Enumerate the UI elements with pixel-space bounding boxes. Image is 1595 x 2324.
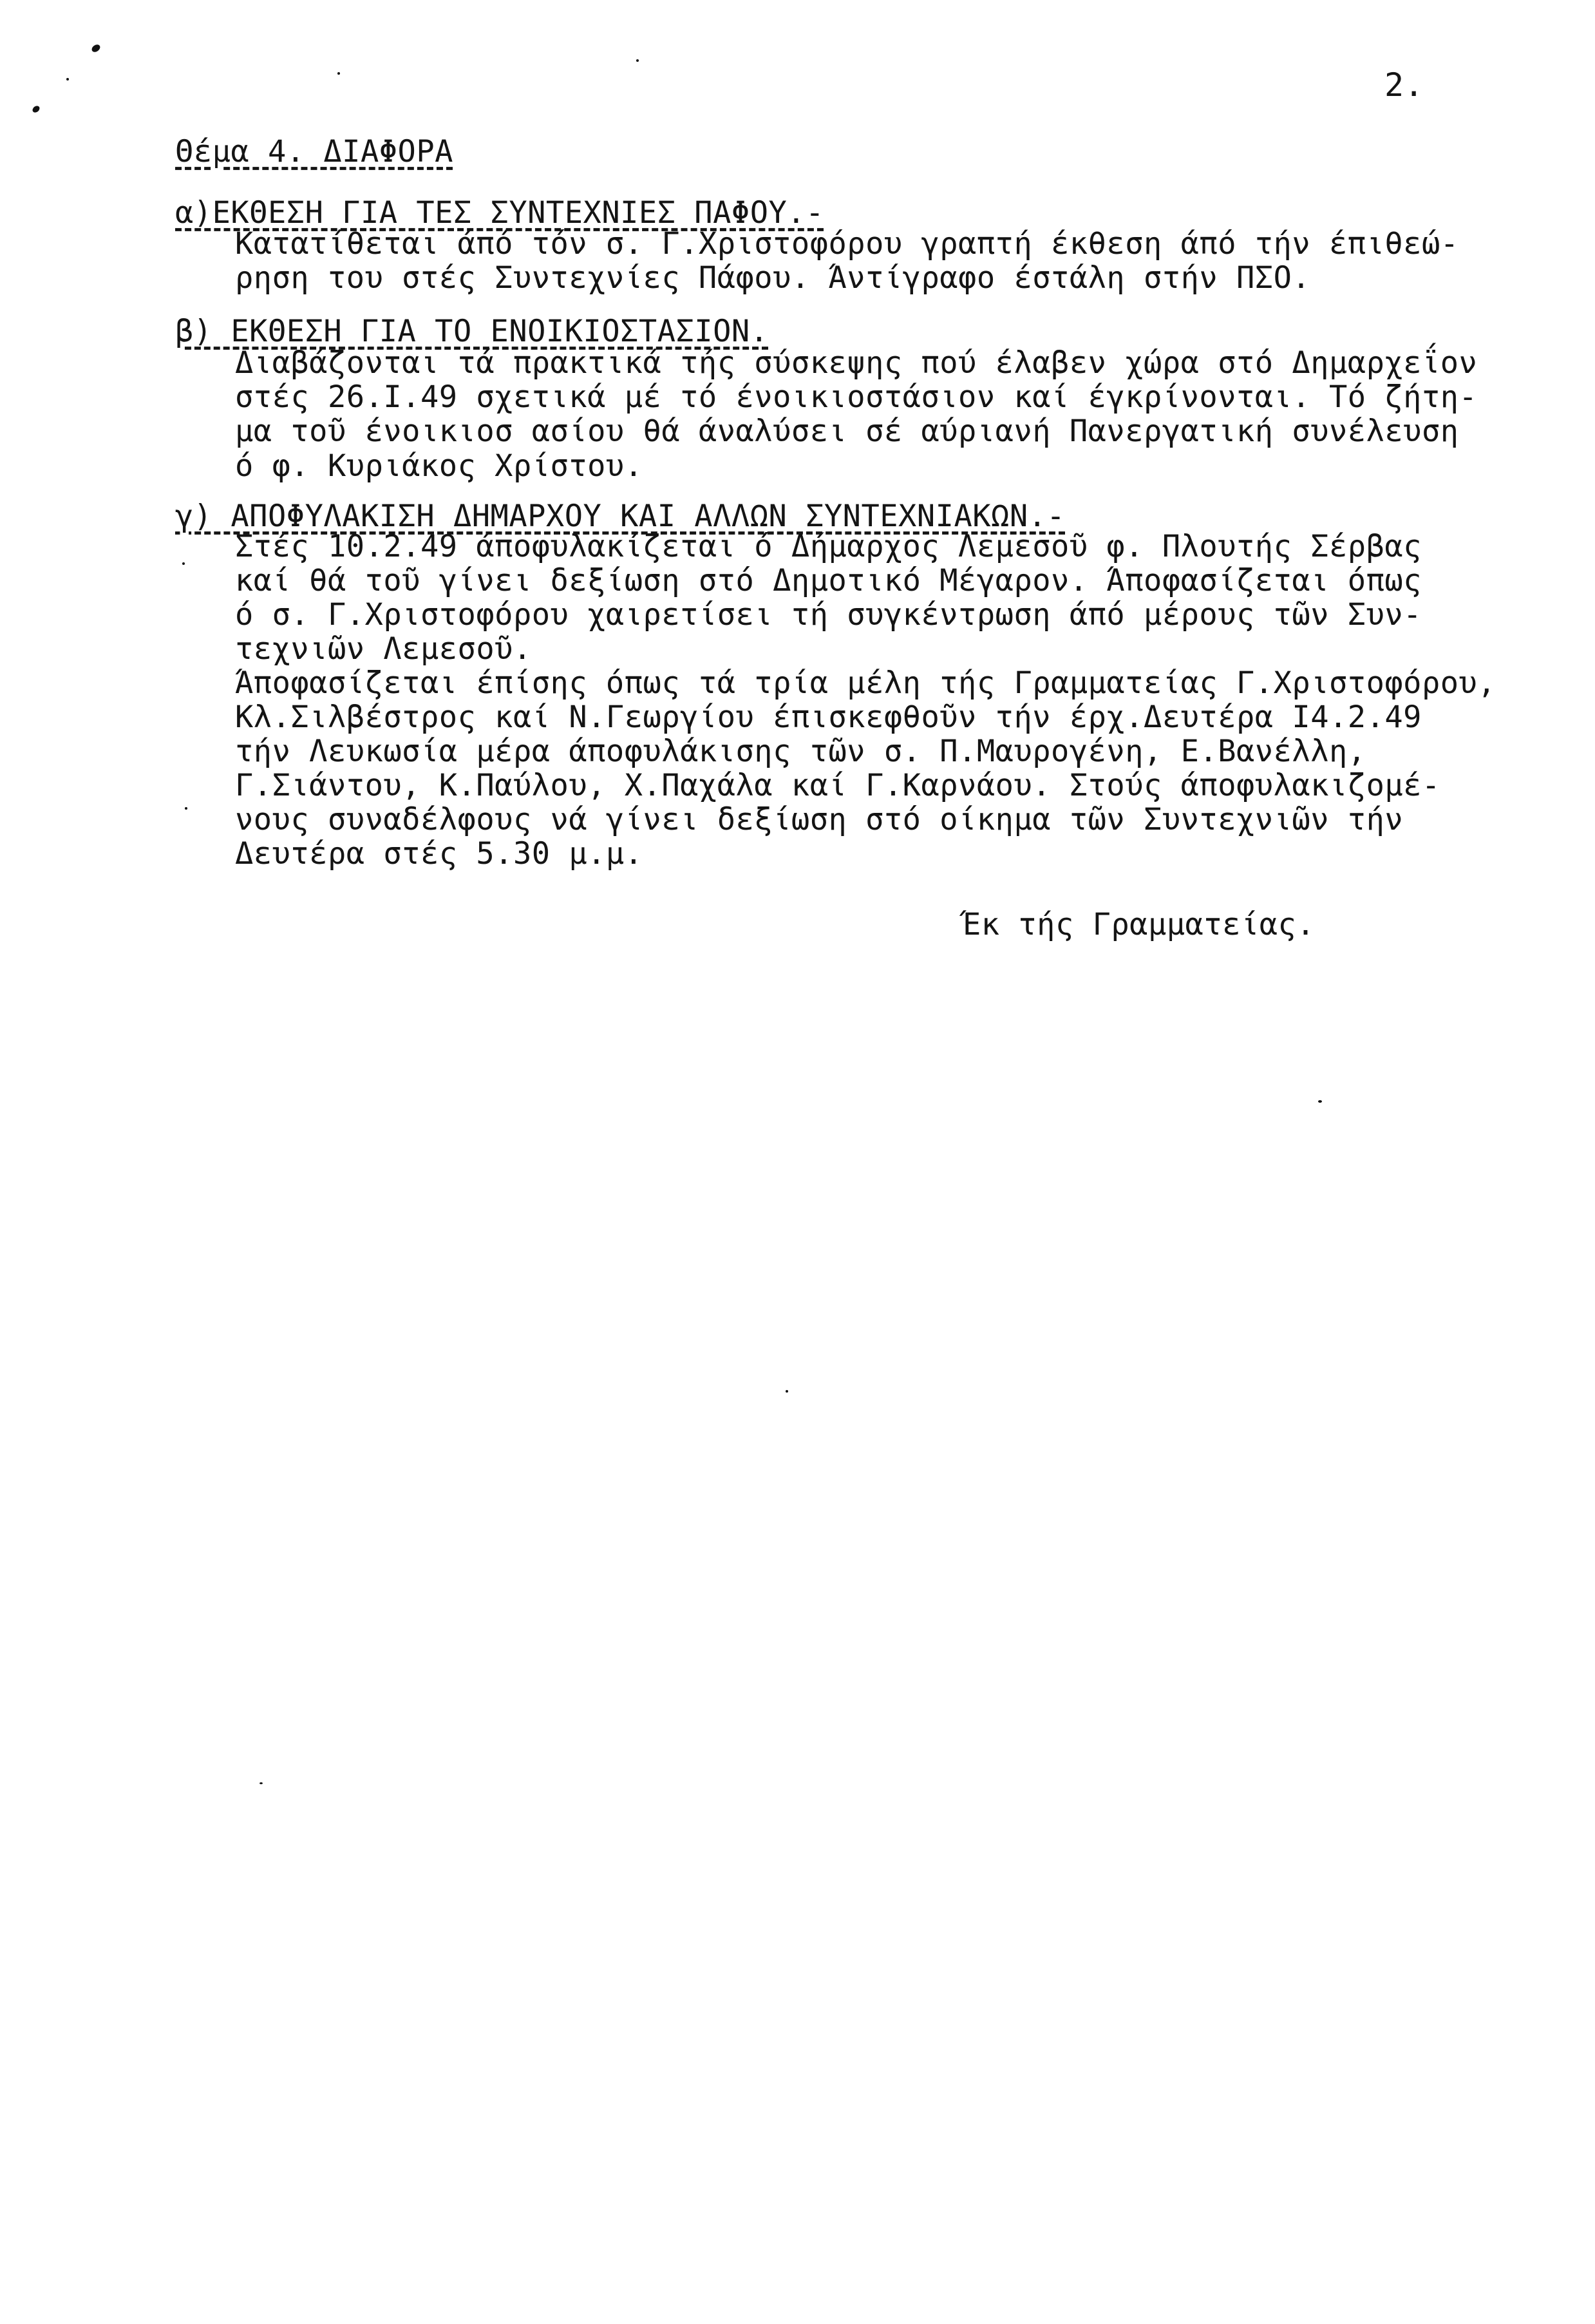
section-c-title: γ) ΑΠΟΦΥΛΑΚΙΣΗ ΔΗΜΑΡΧΟΥ ΚΑΙ ΑΛΛΩΝ ΣΥΝΤΕΧΝΙΑΚΩΝ.- — [175, 499, 1066, 534]
section-b-line-2: στές 26.Ι.49 σχετικά μέ τό ένοικιοστάσιον καί έγκρίνονται. Τό ζήτη- — [235, 379, 1478, 415]
scan-speck — [636, 59, 639, 62]
scan-speck — [185, 807, 187, 810]
section-b-line-3: μα τοῦ ένοικιοσ ασίου θά άναλύσει σέ αύριανή Πανεργατική συνέλευση — [235, 414, 1459, 449]
section-b-title: β) ΕΚΘΕΣΗ ΓΙΑ ΤΟ ΕΝΟΙΚΙΟΣΤΑΣΙΟΝ. — [175, 314, 769, 349]
section-a-title: α)ΕΚΘΕΣΗ ΓΙΑ ΤΕΣ ΣΥΝΤΕΧΝΙΕΣ ΠΑΦΟΥ.- — [175, 195, 824, 231]
scan-speck — [66, 78, 69, 81]
scan-speck — [90, 43, 101, 53]
scan-speck — [337, 72, 340, 75]
section-b-line-1: Διαβάζονται τά πρακτικά τής σύσκεψης πού έλαβεν χώρα στό Δημαρχεΐον — [235, 345, 1478, 381]
section-heading: Θέμα 4. ΔΙΑΦΟΡΑ — [175, 134, 453, 169]
section-c-line-9: νους συναδέλφους νά γίνει δεξίωση στό οίκημα τῶν Συντεχνιῶν τήν — [235, 802, 1404, 837]
section-b-line-4: ό φ. Κυριάκος Χρίστου. — [235, 448, 643, 484]
section-c-line-2: καί θά τοῦ γίνει δεξίωση στό Δημοτικό Μέγαρον. Άποφασίζεται όπως — [235, 563, 1422, 598]
page-number: 2. — [1384, 66, 1424, 104]
scan-speck — [182, 562, 185, 565]
signature: Έκ τής Γραμματείας. — [963, 907, 1316, 942]
section-c-line-10: Δευτέρα στές 5.30 μ.μ. — [235, 836, 643, 872]
section-a-line-1: Κατατίθεται άπό τόν σ. Γ.Χριστοφόρου γραπτή έκθεση άπό τήν έπιθεώ- — [235, 226, 1459, 262]
section-c-line-7: τήν Λευκωσία μέρα άποφυλάκισης τῶν σ. Π.Μαυρογένη, Ε.Βανέλλη, — [235, 734, 1366, 769]
section-c-line-5: Άποφασίζεται έπίσης όπως τά τρία μέλη τής Γραμματείας Γ.Χριστοφόρου, — [235, 665, 1496, 701]
scan-speck — [1318, 1100, 1322, 1103]
scan-speck — [786, 1390, 788, 1393]
section-a-line-2: ρηση του στές Συντεχνίες Πάφου. Άντίγραφο έστάλη στήν ΠΣΟ. — [235, 260, 1311, 296]
scan-speck — [260, 1782, 263, 1784]
section-c-line-3: ό σ. Γ.Χριστοφόρου χαιρετίσει τή συγκέντρωση άπό μέρους τῶν Συν- — [235, 597, 1422, 633]
section-c-line-1: Στές 10.2.49 άποφυλακίζεται ό Δήμαρχος Λεμεσοῦ φ. Πλουτής Σέρβας — [235, 529, 1422, 564]
scan-speck — [32, 104, 41, 114]
section-c-line-4: τεχνιῶν Λεμεσοῦ. — [235, 631, 532, 667]
section-c-line-6: Κλ.Σιλβέστρος καί Ν.Γεωργίου έπισκεφθοῦν τήν έρχ.Δευτέρα Ι4.2.49 — [235, 700, 1422, 735]
section-c-line-8: Γ.Σιάντου, Κ.Παύλου, Χ.Παχάλα καί Γ.Καρνάου. Στούς άποφυλακιζομέ- — [235, 768, 1440, 803]
